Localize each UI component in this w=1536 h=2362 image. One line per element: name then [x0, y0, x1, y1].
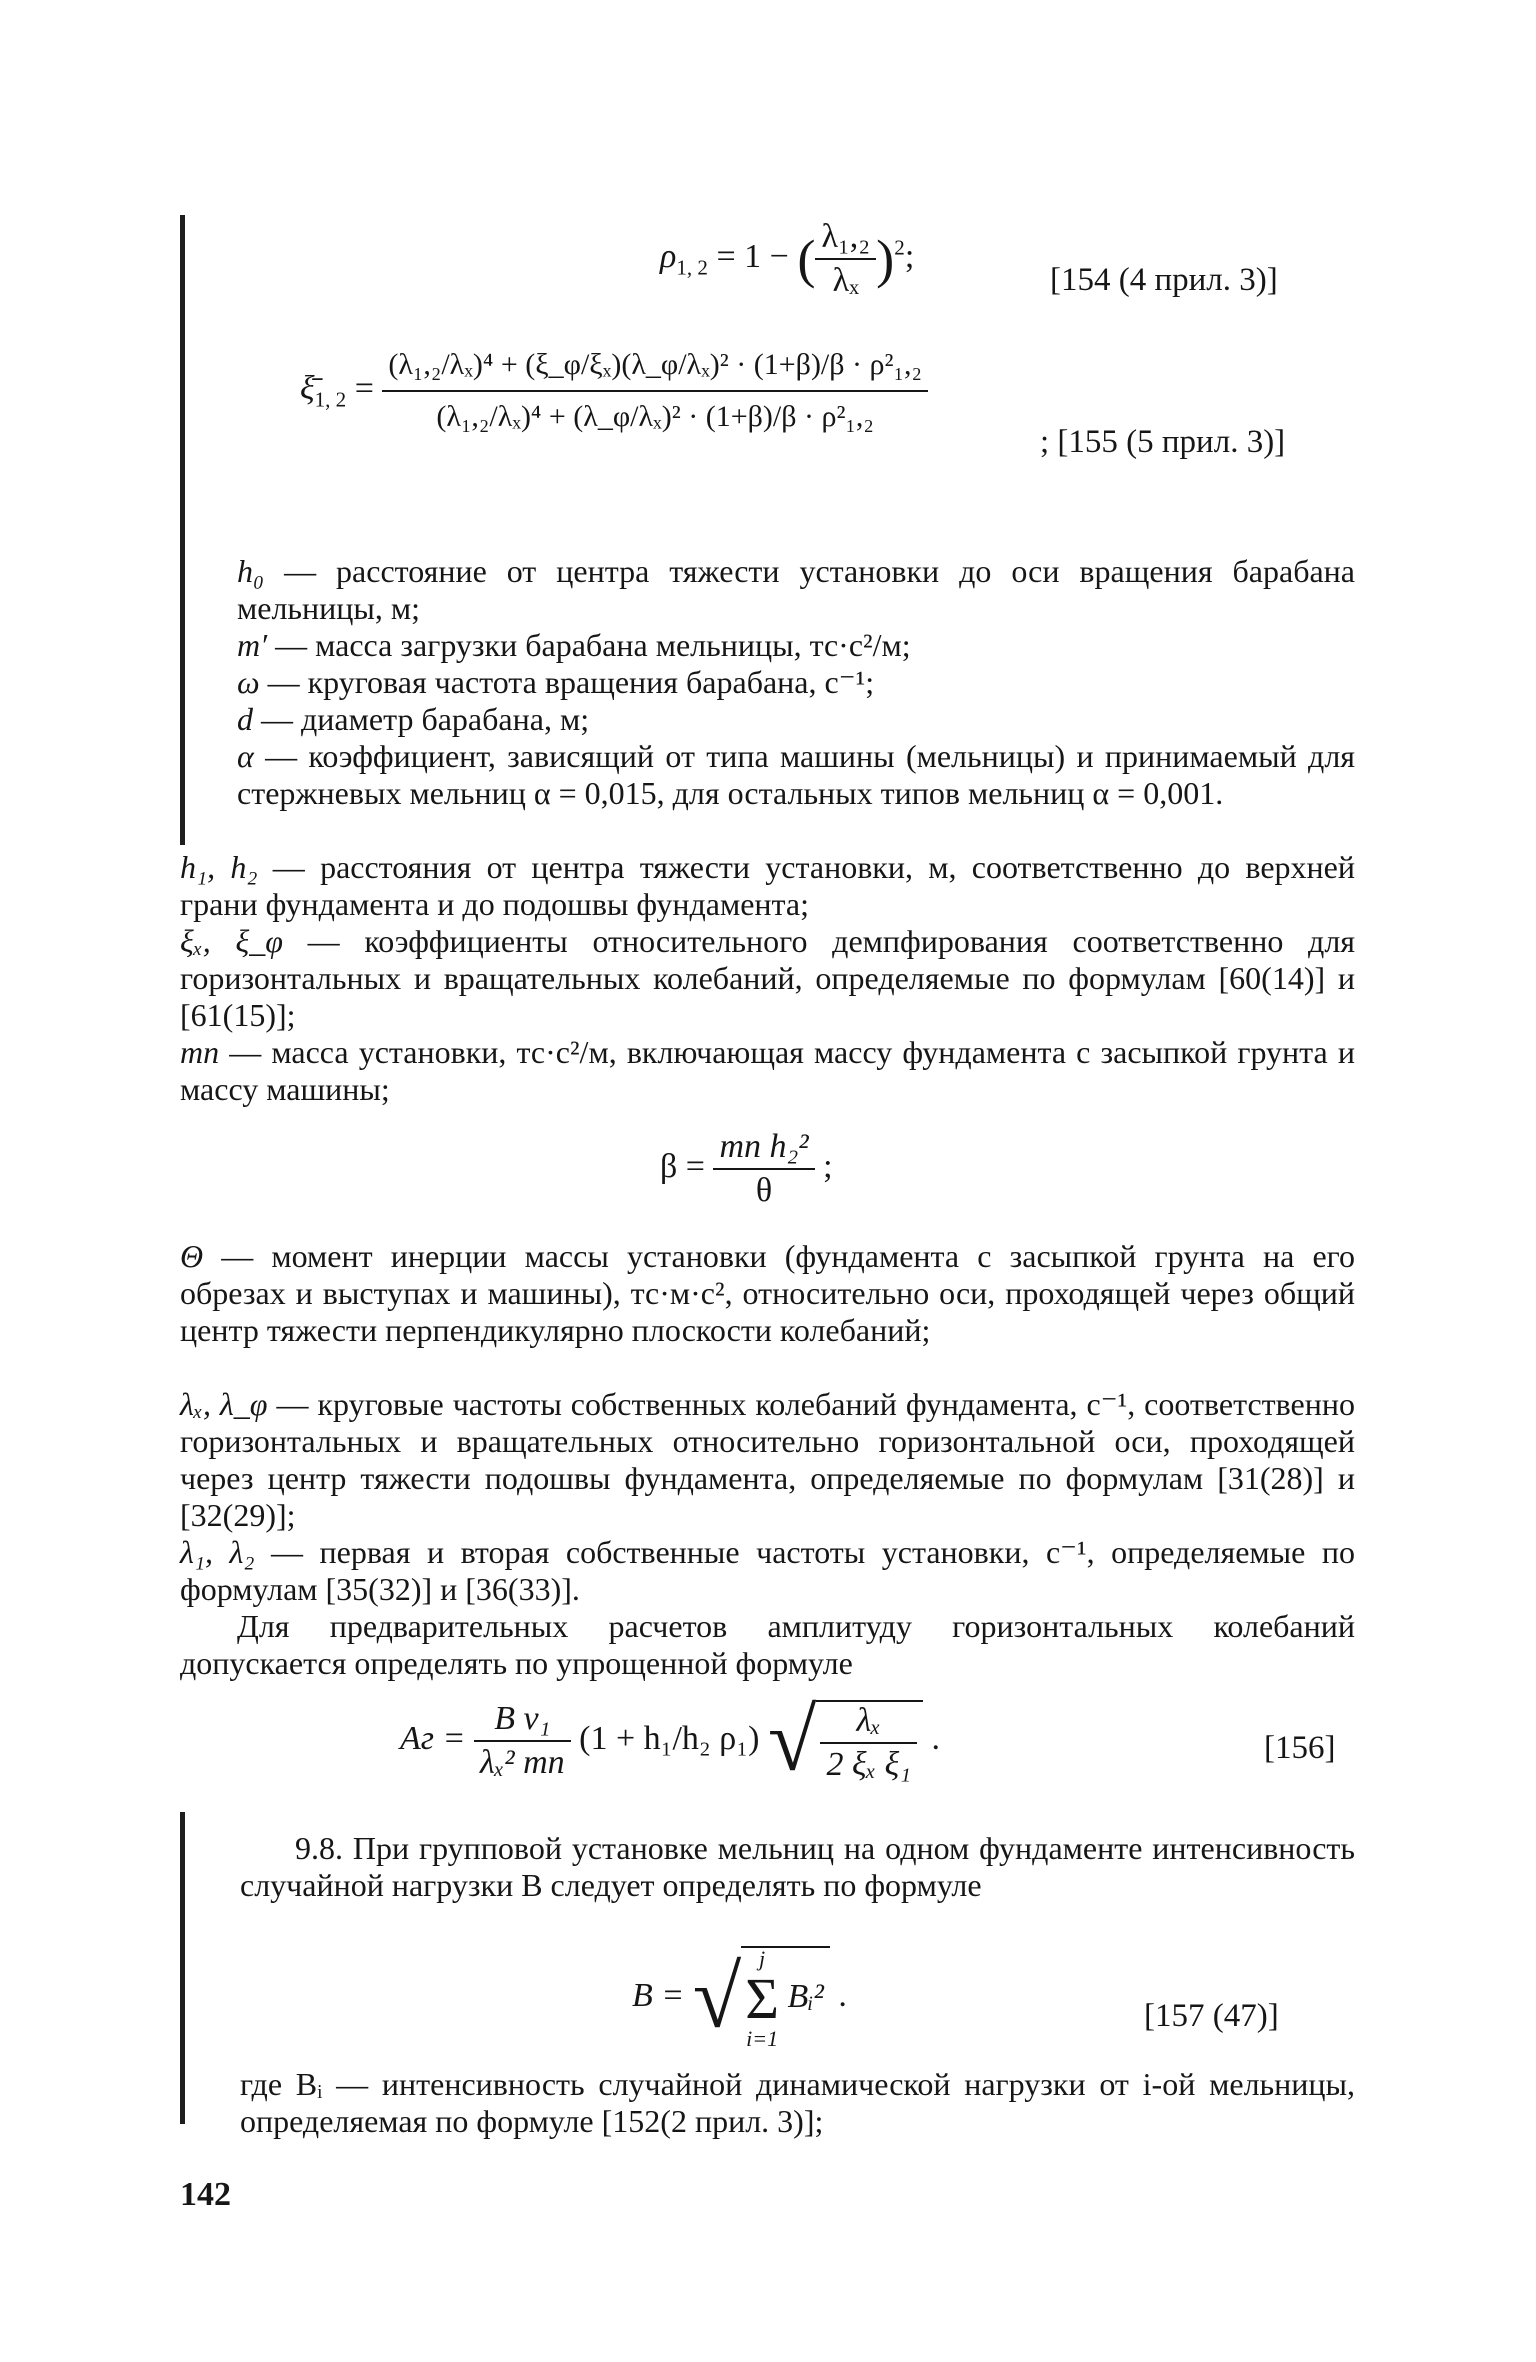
definition-xi: ξₓ, ξ_φ — коэффициенты относительного демпфирования соответственно для горизонтальных и вращательных колебаний, определяемые по формулам [60(14)] и [61(15)];: [180, 923, 1356, 1033]
definition-m-prime: m′ — масса загрузки барабана мельницы, тс·с²/м;: [237, 627, 911, 663]
definition-alpha: α — коэффициент, зависящий от типа машины (мельницы) и принимаемый для стержневых мельниц α = 0,015, для остальных типов мельниц α = 0,001.: [237, 738, 1355, 811]
paragraph-preliminary: Для предварительных расчетов амплитуду горизонтальных колебаний допускается определять по упрощенной формуле: [180, 1608, 1355, 1681]
definition-lambda-x-phi: λₓ, λ_φ — круговые частоты собственных колебаний фундамента, с⁻¹, соответственно горизонтальных и вращательных относительно горизонтальной оси, проходящей через центр тяжести подошвы фундамента, определяемые по формулам [31(28)] и [32(29)];: [180, 1386, 1356, 1533]
formula-154: $\rho_{1, 2} = 1$ − ( $\frac{\text{λ₁,₂}}{\text{λₓ}}$ )$^2$;: [660, 218, 915, 299]
formula-156-ref: [156]: [1264, 1730, 1336, 1766]
formula-155-ref: ; [155 (5 прил. 3)]: [1040, 424, 1286, 460]
definition-theta: Θ — момент инерции массы установки (фундамента с засыпкой грунта на его обрезах и выступах и машины), тс·м·с², относительно оси, проходящей через общий центр тяжести перпендикулярно плоскости колебаний;: [180, 1238, 1355, 1348]
margin-bar-bottom: [180, 1812, 185, 2124]
paragraph-9-8: 9.8. При групповой установке мельниц на одном фундаменте интенсивность случайной нагрузки B следует определять по формуле: [240, 1830, 1355, 1903]
definition-h0: h₀ — расстояние от центра тяжести установки до оси вращения барабана мельницы, м;: [237, 553, 1355, 626]
formula-157-ref: [157 (47)]: [1144, 1998, 1279, 2034]
formula-155: $\xī_{1, 2}$ = $\frac{\text{(λ₁,₂/λₓ)⁴ + (ξ\_φ/ξₓ)(λ\_φ/λₓ)² · (1+β)/β · ρ²₁,₂}}{\text{(λ₁,₂/λₓ)⁴ + (λ\_φ/λₓ)² · (1+β)/β · ρ²₁,₂}}$: [300, 350, 928, 432]
formula-157: B = √ j Σ i=1 Bᵢ² .: [632, 1946, 847, 2051]
margin-bar-top: [180, 215, 185, 845]
formula-156: Aг = $\frac{\text{B v₁}}{\text{λₓ² mп}}$ (1 + h₁/h₂ ρ₁) √ $\frac{\text{λₓ}}{\text{2 ξₓ ξ₁}}$ .: [400, 1691, 941, 1790]
page-number: 142: [180, 2176, 231, 2213]
paragraph-where: где Bᵢ — интенсивность случайной динамической нагрузки от i-ой мельницы, определяемая по формуле [152(2 прил. 3)];: [240, 2066, 1355, 2139]
formula-154-ref: [154 (4 прил. 3)]: [1050, 262, 1278, 298]
formula-beta: β = $\frac{\text{mп h₂²}}{\theta}$ ;: [660, 1128, 833, 1209]
definition-omega: ω — круговая частота вращения барабана, с⁻¹;: [237, 664, 875, 700]
definition-mp: mп — масса установки, тс·с²/м, включающая массу фундамента с засыпкой грунта и массу машины;: [180, 1034, 1355, 1107]
definition-d: d — диаметр барабана, м;: [237, 701, 590, 737]
definition-h1-h2: h₁, h₂ — расстояния от центра тяжести установки, м, соответственно до верхней грани фундамента и до подошвы фундамента;: [180, 849, 1356, 922]
definition-lambda-1-2: λ₁, λ₂ — первая и вторая собственные частоты установки, с⁻¹, определяемые по формулам [35(32)] и [36(33)].: [180, 1534, 1356, 1607]
